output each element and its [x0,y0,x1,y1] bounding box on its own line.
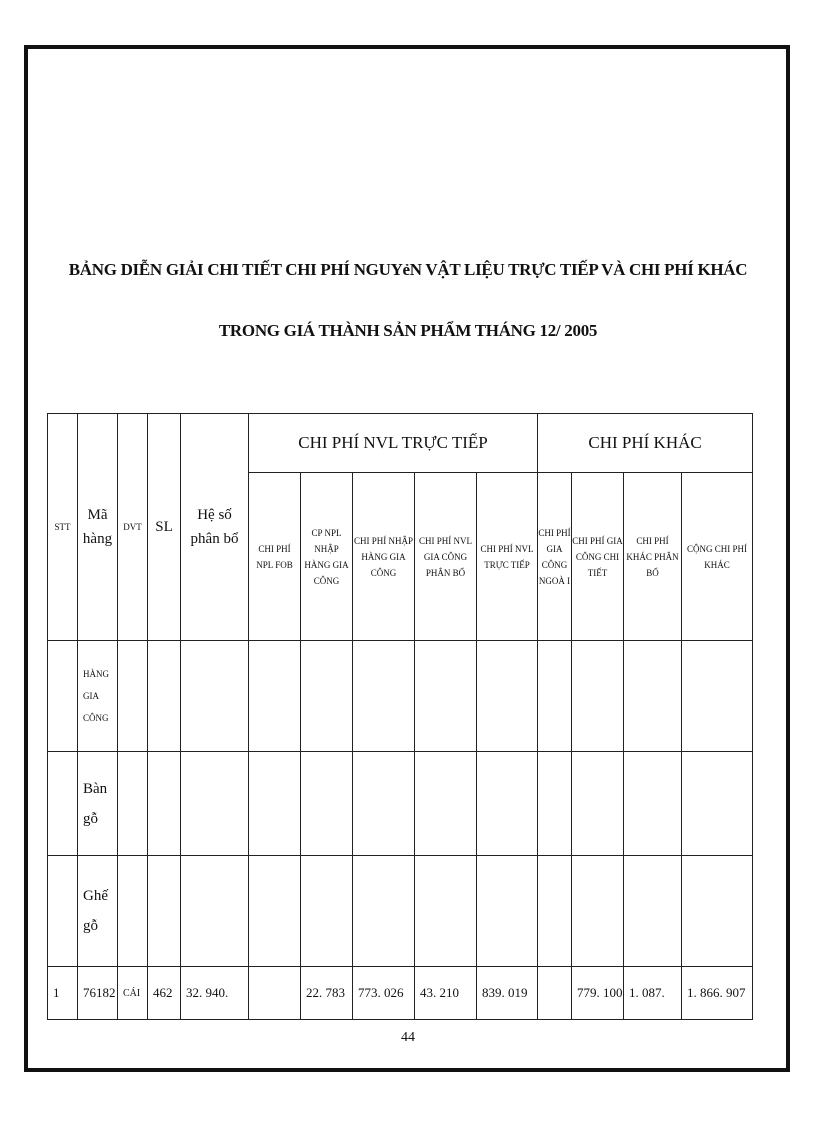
header-nhap-hang-gc: CHI PHÍ NHẬP HÀNG GIA CÔNG [353,473,415,641]
title-line-2: TRONG GIÁ THÀNH SẢN PHẨM THÁNG 12/ 2005 [218,321,598,340]
header-gc-ngoai: CHI PHÍ GIA CÔNG NGOÀ I [538,473,572,641]
header-npl-fob: CHI PHÍ NPL FOB [249,473,301,641]
header-nvl-gc-pb: CHI PHÍ NVL GIA CÔNG PHÂN BỔ [415,473,477,641]
cell-sl: 462 [148,967,181,1020]
section-label: Bàn gỗ [78,752,118,856]
header-group-nvl: CHI PHÍ NVL TRỰC TIẾP [249,414,538,473]
table-row [48,641,753,752]
header-sl: SL [148,414,181,641]
header-ma-hang: Mã hàng [78,414,118,641]
header-gc-chi-tiet: CHI PHÍ GIA CÔNG CHI TIẾT [572,473,624,641]
table-row [48,752,753,856]
cell-nvl-tt: 839. 019 [477,967,538,1020]
header-dvt: DVT [118,414,148,641]
cell-he-so: 32. 940. [181,967,249,1020]
header-khac-pb: CHI PHÍ KHÁC PHÂN BỔ [624,473,682,641]
cell-stt: 1 [48,967,78,1020]
cell-npl-fob [249,967,301,1020]
cell-ma-hang: 76182 [78,967,118,1020]
header-he-so-phan-bo: Hệ số phân bổ [181,414,249,641]
page-number: 44 [401,1030,415,1045]
cell-gc-ngoai [538,967,572,1020]
cell-nvl-gc-pb: 43. 210 [415,967,477,1020]
cell-cp-npl-nhap: 22. 783 [301,967,353,1020]
cell-nhap-hang-gc: 773. 026 [353,967,415,1020]
title-line-1: BẢNG DIỄN GIẢI CHI TIẾT CHI PHÍ NGUYẻN VẬT LIỆU TRỰC TIẾP VÀ CHI PHÍ KHÁC [68,260,748,279]
table-row [48,856,753,967]
cell-gc-chi-tiet: 779. 100 [572,967,624,1020]
cell-dvt: CÁI [118,967,148,1020]
section-label: Ghế gỗ [78,856,118,967]
header-cong-khac: CỘNG CHI PHÍ KHÁC [682,473,753,641]
header-group-khac: CHI PHÍ KHÁC [538,414,753,473]
header-nvl-tt: CHI PHÍ NVL TRỰC TIẾP [477,473,538,641]
section-label: HÀNG GIA CÔNG [78,641,118,752]
cell-khac-pb: 1. 087. [624,967,682,1020]
header-stt: STT [48,414,78,641]
header-cp-npl-nhap: CP NPL NHẬP HÀNG GIA CÔNG [301,473,353,641]
cell-cong-khac: 1. 866. 907 [682,967,753,1020]
cost-table [47,413,753,1020]
table-row [48,967,753,1020]
